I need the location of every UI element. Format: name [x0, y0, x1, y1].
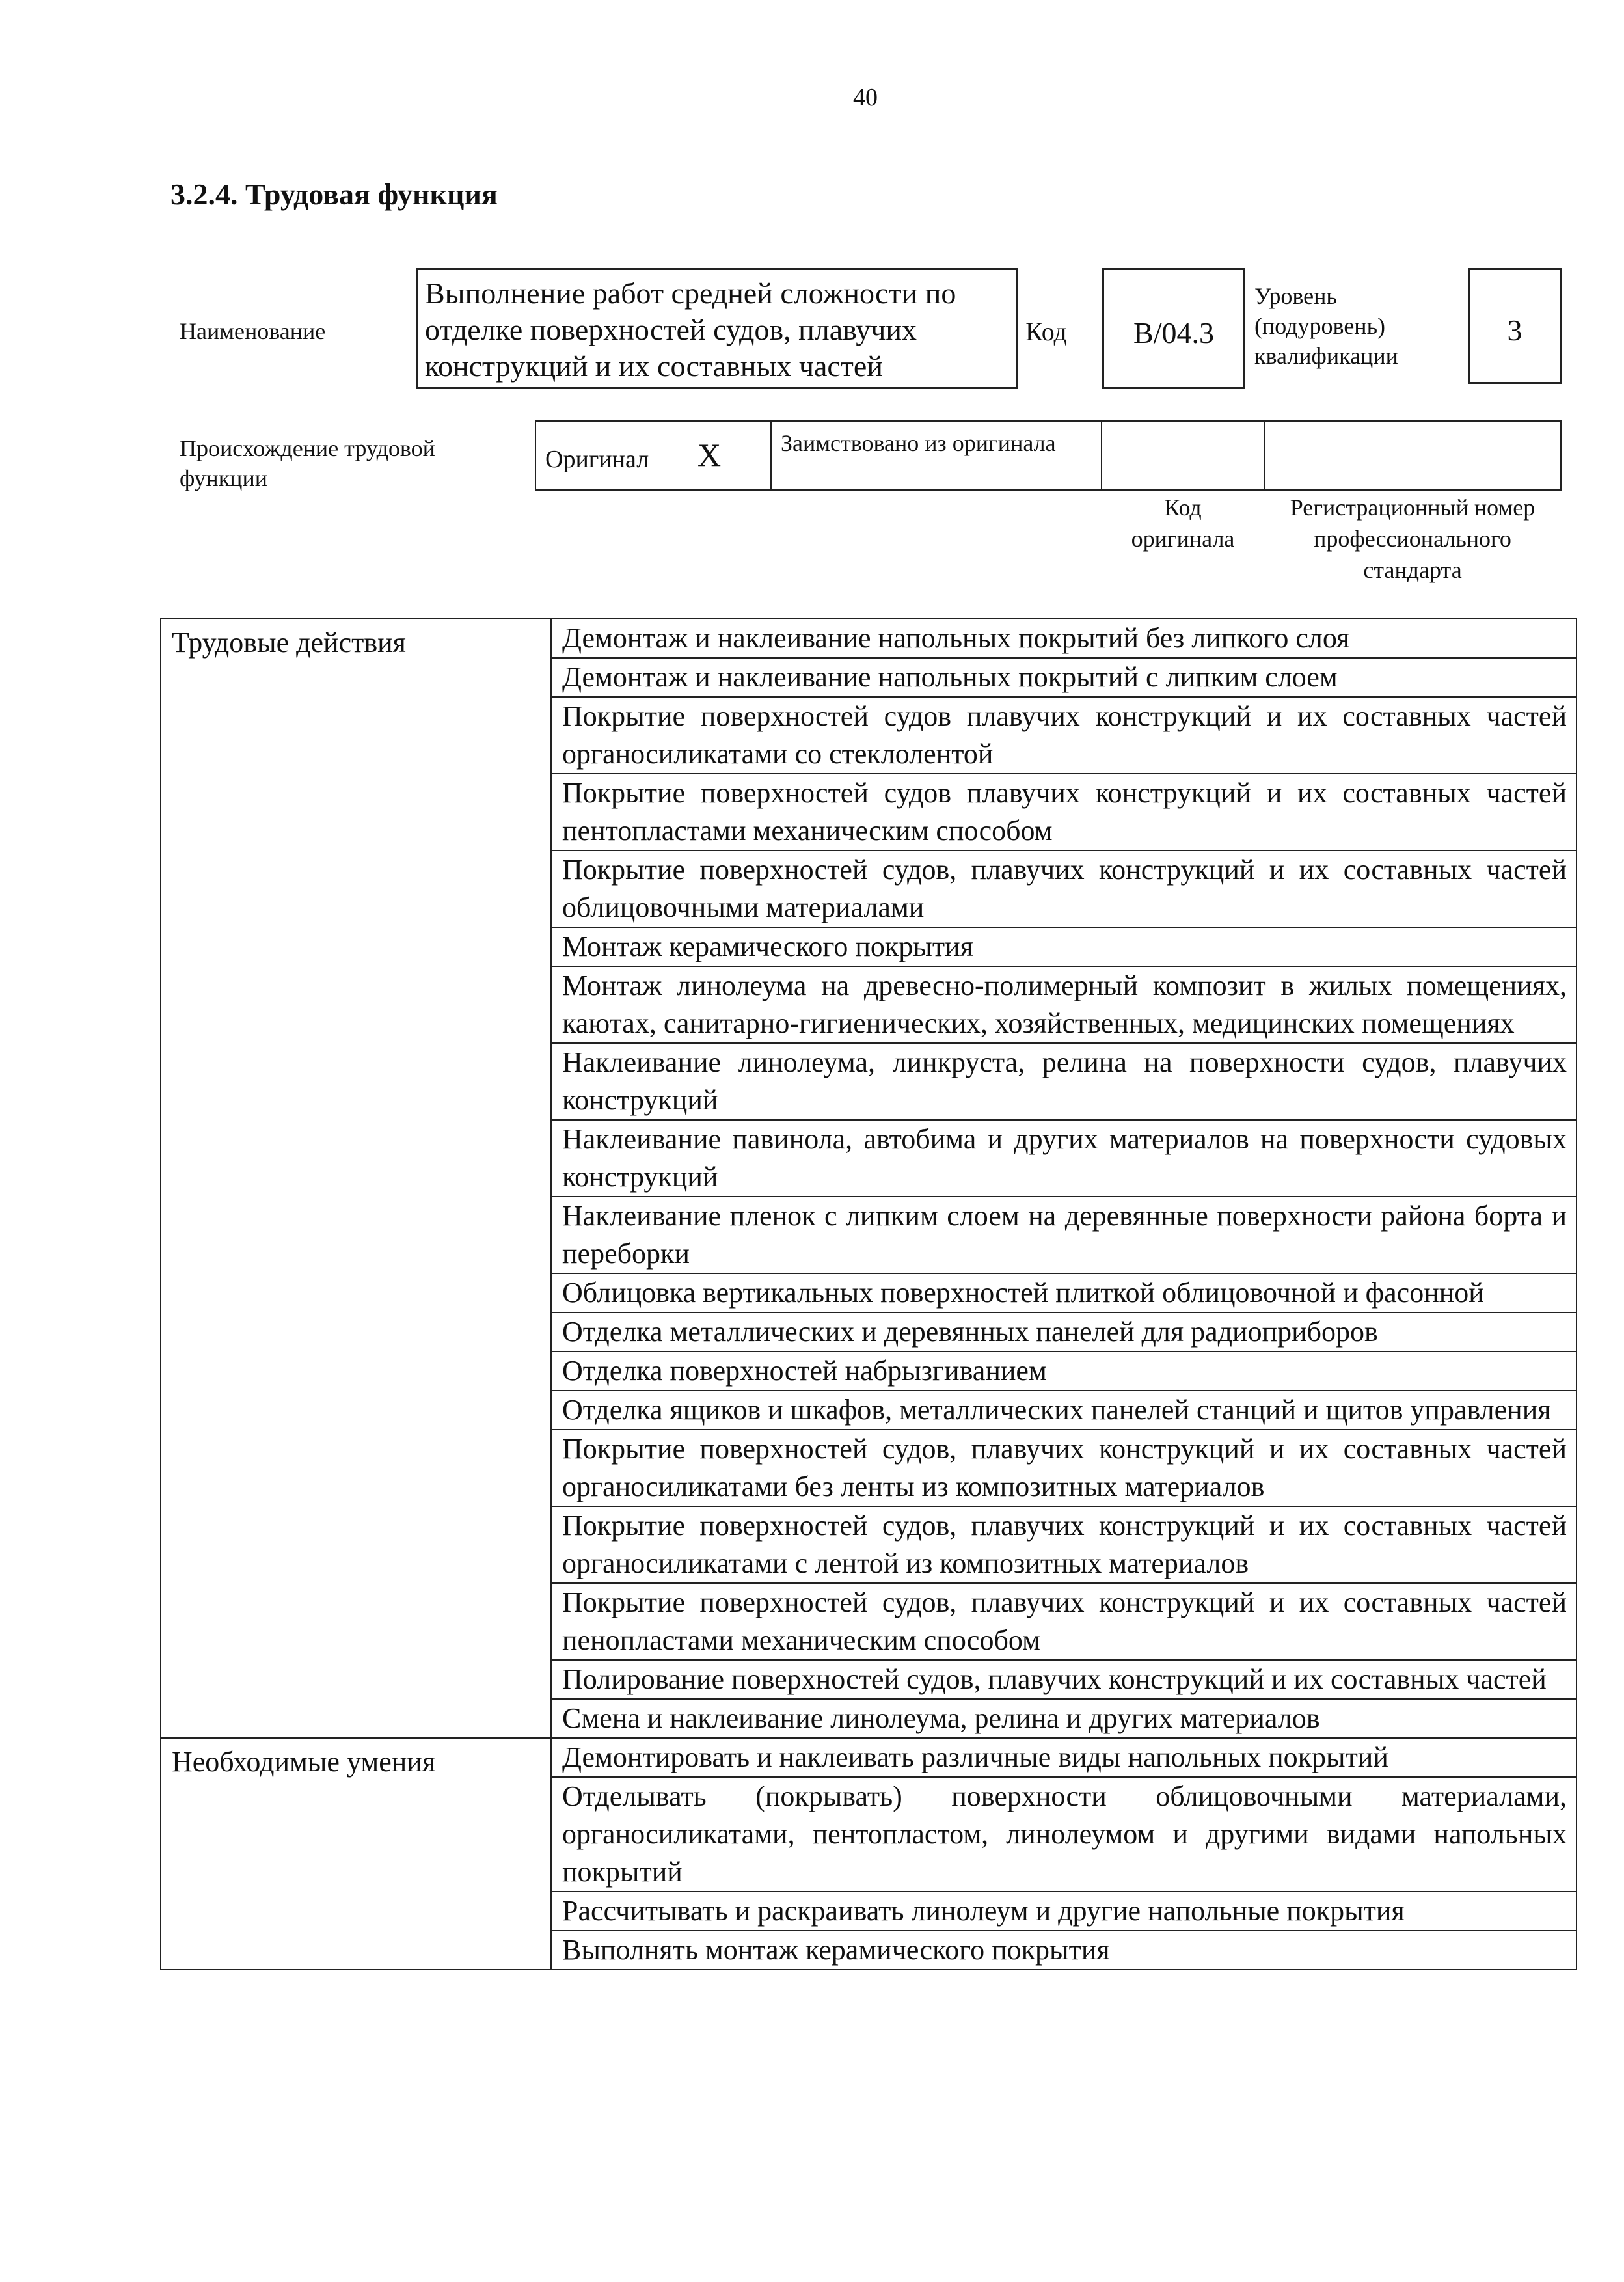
- section-item: Отделка металлических и деревянных панелей для радиоприборов: [551, 1312, 1577, 1352]
- level-label-line: квалификации: [1254, 343, 1398, 369]
- section-item: Наклеивание пленок с липким слоем на деревянные поверхности района борта и переборки: [551, 1197, 1577, 1273]
- level-label: [1254, 281, 1398, 371]
- section-item: Демонтаж и наклеивание напольных покрытий без липкого слоя: [551, 619, 1577, 658]
- registration-number-cell: [1264, 420, 1562, 491]
- original-label: Оригинал: [545, 446, 649, 473]
- function-name-value: Выполнение работ средней сложности по отделке поверхностей судов, плавучих конструкций и их составных частей: [416, 268, 1018, 389]
- registration-caption: [1264, 492, 1562, 586]
- requirements-table: [160, 618, 1577, 1970]
- section-item: Полирование поверхностей судов, плавучих конструкций и их составных частей: [551, 1660, 1577, 1699]
- section-item: Отделывать (покрывать) поверхности облицовочными материалами, органосиликатами, пентопластом, линолеумом и другими видами напольных покрытий: [551, 1777, 1577, 1892]
- section-item: Демонтировать и наклеивать различные виды напольных покрытий: [551, 1738, 1577, 1777]
- origin-label-line: функции: [180, 465, 267, 491]
- origin-label-line: Происхождение трудовой: [180, 435, 435, 461]
- section-item: Покрытие поверхностей судов, плавучих конструкций и их составных частей органосиликатами без ленты из композитных материалов: [551, 1430, 1577, 1506]
- section-category: Трудовые действия: [161, 619, 551, 1738]
- caption-line: Код: [1164, 495, 1202, 521]
- table-row: [161, 619, 1577, 658]
- level-label-line: (подуровень): [1254, 313, 1385, 339]
- section-item: Облицовка вертикальных поверхностей плиткой облицовочной и фасонной: [551, 1273, 1577, 1312]
- section-item: Рассчитывать и раскраивать линолеум и другие напольные покрытия: [551, 1892, 1577, 1931]
- section-item: Покрытие поверхностей судов плавучих конструкций и их составных частей пентопластами механическим способом: [551, 774, 1577, 850]
- section-item: Покрытие поверхностей судов плавучих конструкций и их составных частей органосиликатами со стеклолентой: [551, 697, 1577, 774]
- section-item: Смена и наклеивание линолеума, релина и других материалов: [551, 1699, 1577, 1738]
- code-value: В/04.3: [1102, 268, 1245, 389]
- caption-line: стандарта: [1363, 557, 1462, 583]
- section-category: Необходимые умения: [161, 1738, 551, 1970]
- section-title: 3.2.4. Трудовая функция: [170, 178, 498, 211]
- caption-line: профессионального: [1314, 526, 1511, 552]
- original-mark: X: [697, 437, 722, 473]
- section-item: Отделка поверхностей набрызгиванием: [551, 1352, 1577, 1391]
- original-cell: [535, 420, 772, 491]
- section-item: Монтаж керамического покрытия: [551, 927, 1577, 966]
- level-value: 3: [1468, 268, 1562, 384]
- caption-line: оригинала: [1131, 526, 1235, 552]
- section-item: Монтаж линолеума на древесно-полимерный композит в жилых помещениях, каютах, санитарно-гигиенических, хозяйственных, медицинских помещениях: [551, 966, 1577, 1043]
- section-item: Покрытие поверхностей судов, плавучих конструкций и их составных частей пенопластами механическим способом: [551, 1583, 1577, 1660]
- origin-label: [180, 433, 435, 493]
- page-number: 40: [853, 84, 878, 111]
- section-item: Выполнять монтаж керамического покрытия: [551, 1931, 1577, 1970]
- level-label-line: Уровень: [1254, 283, 1337, 309]
- section-item: Покрытие поверхностей судов, плавучих конструкций и их составных частей облицовочными материалами: [551, 850, 1577, 927]
- code-label: Код: [1025, 317, 1067, 346]
- table-row: [161, 1738, 1577, 1777]
- section-item: Наклеивание павинола, автобима и других материалов на поверхности судовых конструкций: [551, 1120, 1577, 1197]
- section-item: Наклеивание линолеума, линкруста, релина на поверхности судов, плавучих конструкций: [551, 1043, 1577, 1120]
- borrowed-label: Заимствовано из оригинала: [770, 420, 1102, 491]
- name-label: Наименование: [180, 318, 326, 344]
- original-code-caption: [1101, 492, 1265, 554]
- caption-line: Регистрационный номер: [1290, 495, 1536, 521]
- section-item: Демонтаж и наклеивание напольных покрытий с липким слоем: [551, 658, 1577, 697]
- section-item: Покрытие поверхностей судов, плавучих конструкций и их составных частей органосиликатами с лентой из композитных материалов: [551, 1506, 1577, 1583]
- section-item: Отделка ящиков и шкафов, металлических панелей станций и щитов управления: [551, 1391, 1577, 1430]
- original-code-cell: [1101, 420, 1265, 491]
